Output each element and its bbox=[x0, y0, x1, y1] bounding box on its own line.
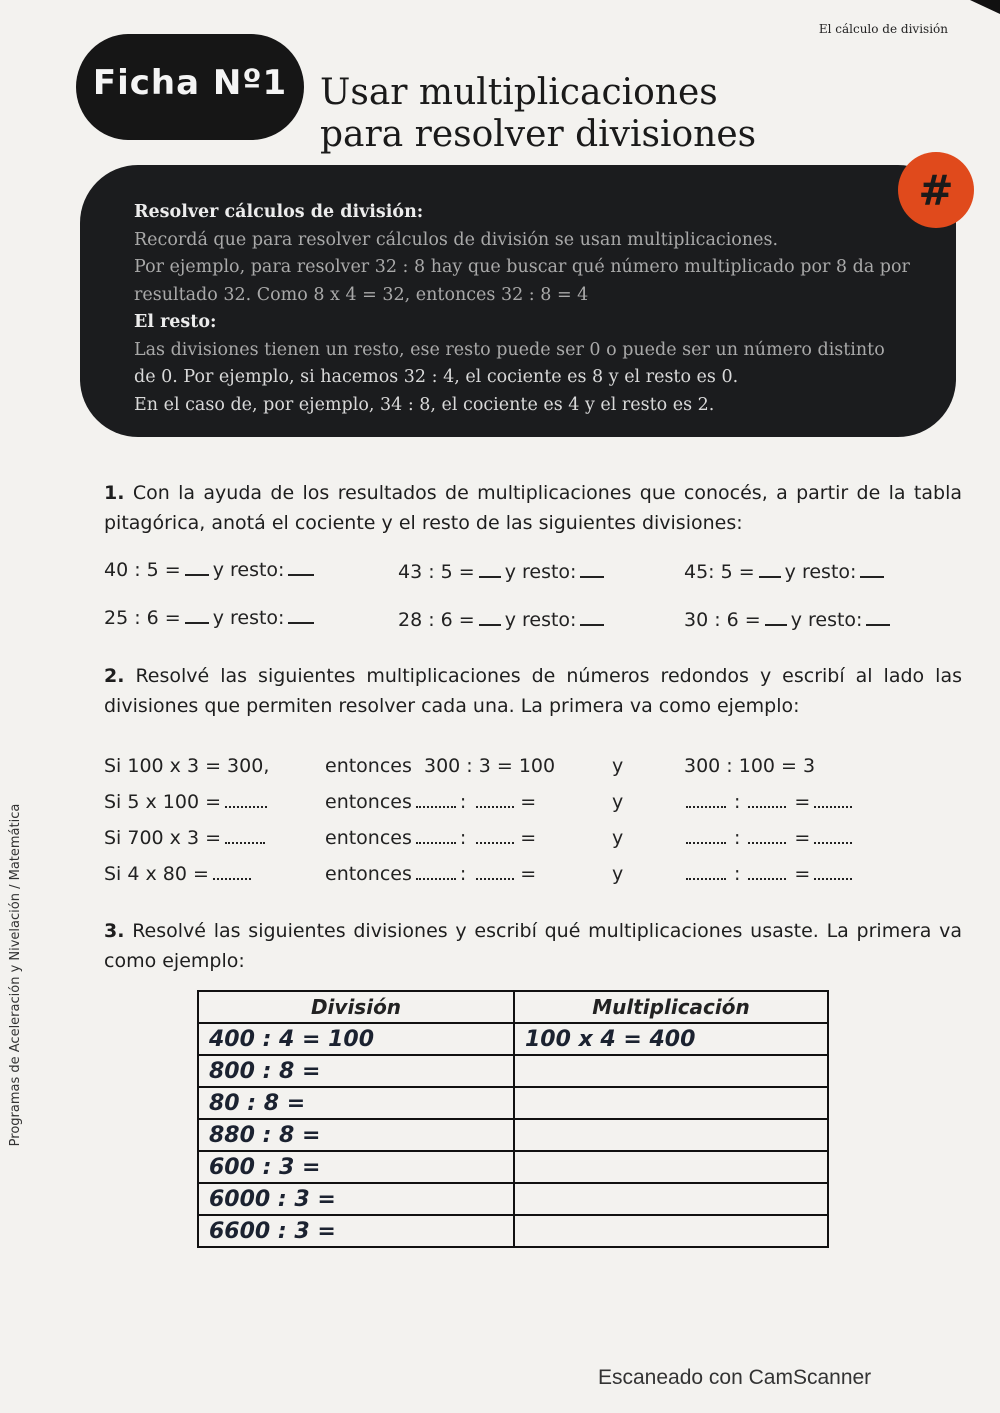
exercise-2-number: 2. bbox=[104, 665, 125, 687]
table-header-row bbox=[198, 991, 828, 1023]
exercise-2-instructions bbox=[104, 661, 962, 721]
ex2-row-2-mult: Si 5 x 100 = bbox=[104, 791, 267, 813]
side-vertical-text: Programas de Aceleración y Nivelación / Matemática bbox=[8, 803, 23, 1147]
corner-mark bbox=[970, 0, 1000, 14]
info-heading-division: Resolver cálculos de división: bbox=[134, 202, 424, 222]
exercise-1-number: 1. bbox=[104, 482, 125, 504]
remainder-blank[interactable] bbox=[288, 574, 314, 576]
answer-blank[interactable] bbox=[225, 802, 267, 808]
ex2-row-4-y: y bbox=[612, 863, 624, 885]
ex1-item-2: 43 : 5 = y resto: bbox=[398, 561, 608, 583]
remainder-blank[interactable] bbox=[866, 624, 890, 626]
section-tag: El cálculo de división bbox=[818, 22, 948, 36]
dividend-blank[interactable] bbox=[686, 802, 726, 808]
ex1-item-5: 28 : 6 = y resto: bbox=[398, 609, 608, 631]
ex2-row-3-y: y bbox=[612, 827, 624, 849]
info-line-5: de 0. Por ejemplo, si hacemos 32 : 4, el cociente es 8 y el resto es 0. bbox=[134, 367, 739, 387]
dividend-blank[interactable] bbox=[416, 802, 456, 808]
answer-blank[interactable] bbox=[765, 624, 787, 626]
remainder-blank[interactable] bbox=[580, 576, 604, 578]
dividend-blank[interactable] bbox=[416, 838, 456, 844]
division-cell: 400 : 4 = 100 bbox=[198, 1023, 514, 1055]
remainder-blank[interactable] bbox=[288, 622, 314, 624]
ex2-row-1-mult: Si 100 x 3 = 300, bbox=[104, 755, 270, 777]
multiplication-cell[interactable] bbox=[514, 1183, 828, 1215]
division-cell: 880 : 8 = bbox=[198, 1119, 514, 1151]
table-row bbox=[198, 1183, 828, 1215]
multiplication-cell: 100 x 4 = 400 bbox=[514, 1023, 828, 1055]
info-line-6: En el caso de, por ejemplo, 34 : 8, el cociente es 4 y el resto es 2. bbox=[134, 394, 715, 415]
header-multiplicacion: Multiplicación bbox=[514, 991, 828, 1023]
info-box bbox=[80, 165, 956, 437]
quotient-blank[interactable] bbox=[814, 802, 852, 808]
answer-blank[interactable] bbox=[213, 874, 251, 880]
table-row bbox=[198, 1055, 828, 1087]
ex2-row-4-div2: : = bbox=[686, 863, 852, 885]
ex1-item-4: 25 : 6 = y resto: bbox=[104, 607, 318, 629]
remainder-blank[interactable] bbox=[580, 624, 604, 626]
ex2-row-3-div2: : = bbox=[686, 827, 852, 849]
hash-icon: # bbox=[898, 152, 974, 228]
division-cell: 800 : 8 = bbox=[198, 1055, 514, 1087]
title-line-2: para resolver divisiones bbox=[320, 114, 757, 155]
info-line-2: Por ejemplo, para resolver 32 : 8 hay que buscar qué número multiplicado por 8 da por bbox=[134, 257, 910, 277]
divisor-blank[interactable] bbox=[476, 874, 514, 880]
info-line-3: resultado 32. Como 8 x 4 = 32, entonces 32 : 8 = 4 bbox=[134, 284, 589, 305]
division-cell: 6600 : 3 = bbox=[198, 1215, 514, 1247]
dividend-blank[interactable] bbox=[686, 874, 726, 880]
scanner-watermark: Escaneado con CamScanner bbox=[598, 1366, 872, 1389]
division-table bbox=[197, 990, 829, 1248]
exercise-3-number: 3. bbox=[104, 920, 125, 942]
table-row bbox=[198, 1215, 828, 1247]
table-row bbox=[198, 1151, 828, 1183]
ex1-item-1: 40 : 5 = y resto: bbox=[104, 559, 318, 581]
answer-blank[interactable] bbox=[479, 624, 501, 626]
multiplication-cell[interactable] bbox=[514, 1215, 828, 1247]
divisor-blank[interactable] bbox=[748, 874, 786, 880]
multiplication-cell[interactable] bbox=[514, 1151, 828, 1183]
exercise-1-instructions bbox=[104, 478, 962, 538]
division-cell: 6000 : 3 = bbox=[198, 1183, 514, 1215]
multiplication-cell[interactable] bbox=[514, 1055, 828, 1087]
multiplication-cell[interactable] bbox=[514, 1087, 828, 1119]
divisor-blank[interactable] bbox=[748, 838, 786, 844]
table-row bbox=[198, 1087, 828, 1119]
exercise-3-instructions bbox=[104, 916, 962, 976]
division-cell: 80 : 8 = bbox=[198, 1087, 514, 1119]
ex2-row-2-y: y bbox=[612, 791, 624, 813]
info-line-4: Las divisiones tienen un resto, ese resto puede ser 0 o puede ser un número distinto bbox=[134, 339, 885, 360]
dividend-blank[interactable] bbox=[686, 838, 726, 844]
table-row bbox=[198, 1023, 828, 1055]
quotient-blank[interactable] bbox=[814, 838, 852, 844]
ex2-row-1-div2: 300 : 100 = 3 bbox=[684, 755, 816, 777]
ficha-label: Ficha Nº1 bbox=[76, 34, 304, 140]
quotient-blank[interactable] bbox=[814, 874, 852, 880]
title-line-1: Usar multiplicaciones bbox=[320, 72, 718, 113]
info-heading-resto: El resto: bbox=[134, 312, 217, 332]
remainder-blank[interactable] bbox=[860, 576, 884, 578]
multiplication-cell[interactable] bbox=[514, 1119, 828, 1151]
table-row bbox=[198, 1119, 828, 1151]
info-line-1: Recordá que para resolver cálculos de división se usan multiplicaciones. bbox=[134, 229, 779, 250]
exercise-1-text: Con la ayuda de los resultados de multiplicaciones que conocés, a partir de la tabla pitagórica, anotá el cociente y el resto de las siguientes divisiones: bbox=[104, 482, 962, 534]
dividend-blank[interactable] bbox=[416, 874, 456, 880]
ex2-row-3-entonces: entonces : = bbox=[325, 827, 537, 849]
ex1-item-3: 45: 5 = y resto: bbox=[684, 561, 888, 583]
exercise-2-text: Resolvé las siguientes multiplicaciones de números redondos y escribí al lado las divisiones que permiten resolver cada una. La primera va como ejemplo: bbox=[104, 665, 962, 717]
ex2-row-4-mult: Si 4 x 80 = bbox=[104, 863, 251, 885]
ex2-row-2-div2: : = bbox=[686, 791, 852, 813]
answer-blank[interactable] bbox=[225, 838, 265, 844]
ex2-row-1-y: y bbox=[612, 755, 624, 777]
divisor-blank[interactable] bbox=[476, 802, 514, 808]
header-division: División bbox=[198, 991, 514, 1023]
ex2-row-3-mult: Si 700 x 3 = bbox=[104, 827, 265, 849]
ex2-row-2-entonces: entonces : = bbox=[325, 791, 537, 813]
answer-blank[interactable] bbox=[479, 576, 501, 578]
ex1-item-6: 30 : 6 = y resto: bbox=[684, 609, 894, 631]
answer-blank[interactable] bbox=[185, 622, 209, 624]
divisor-blank[interactable] bbox=[476, 838, 514, 844]
page-title bbox=[320, 72, 756, 156]
divisor-blank[interactable] bbox=[748, 802, 786, 808]
exercise-3-text: Resolvé las siguientes divisiones y escribí qué multiplicaciones usaste. La primera va como ejemplo: bbox=[104, 920, 962, 972]
answer-blank[interactable] bbox=[185, 574, 209, 576]
division-cell: 600 : 3 = bbox=[198, 1151, 514, 1183]
answer-blank[interactable] bbox=[759, 576, 781, 578]
ex2-row-4-entonces: entonces : = bbox=[325, 863, 537, 885]
ex2-row-1-entonces: entonces 300 : 3 = 100 bbox=[325, 755, 556, 777]
